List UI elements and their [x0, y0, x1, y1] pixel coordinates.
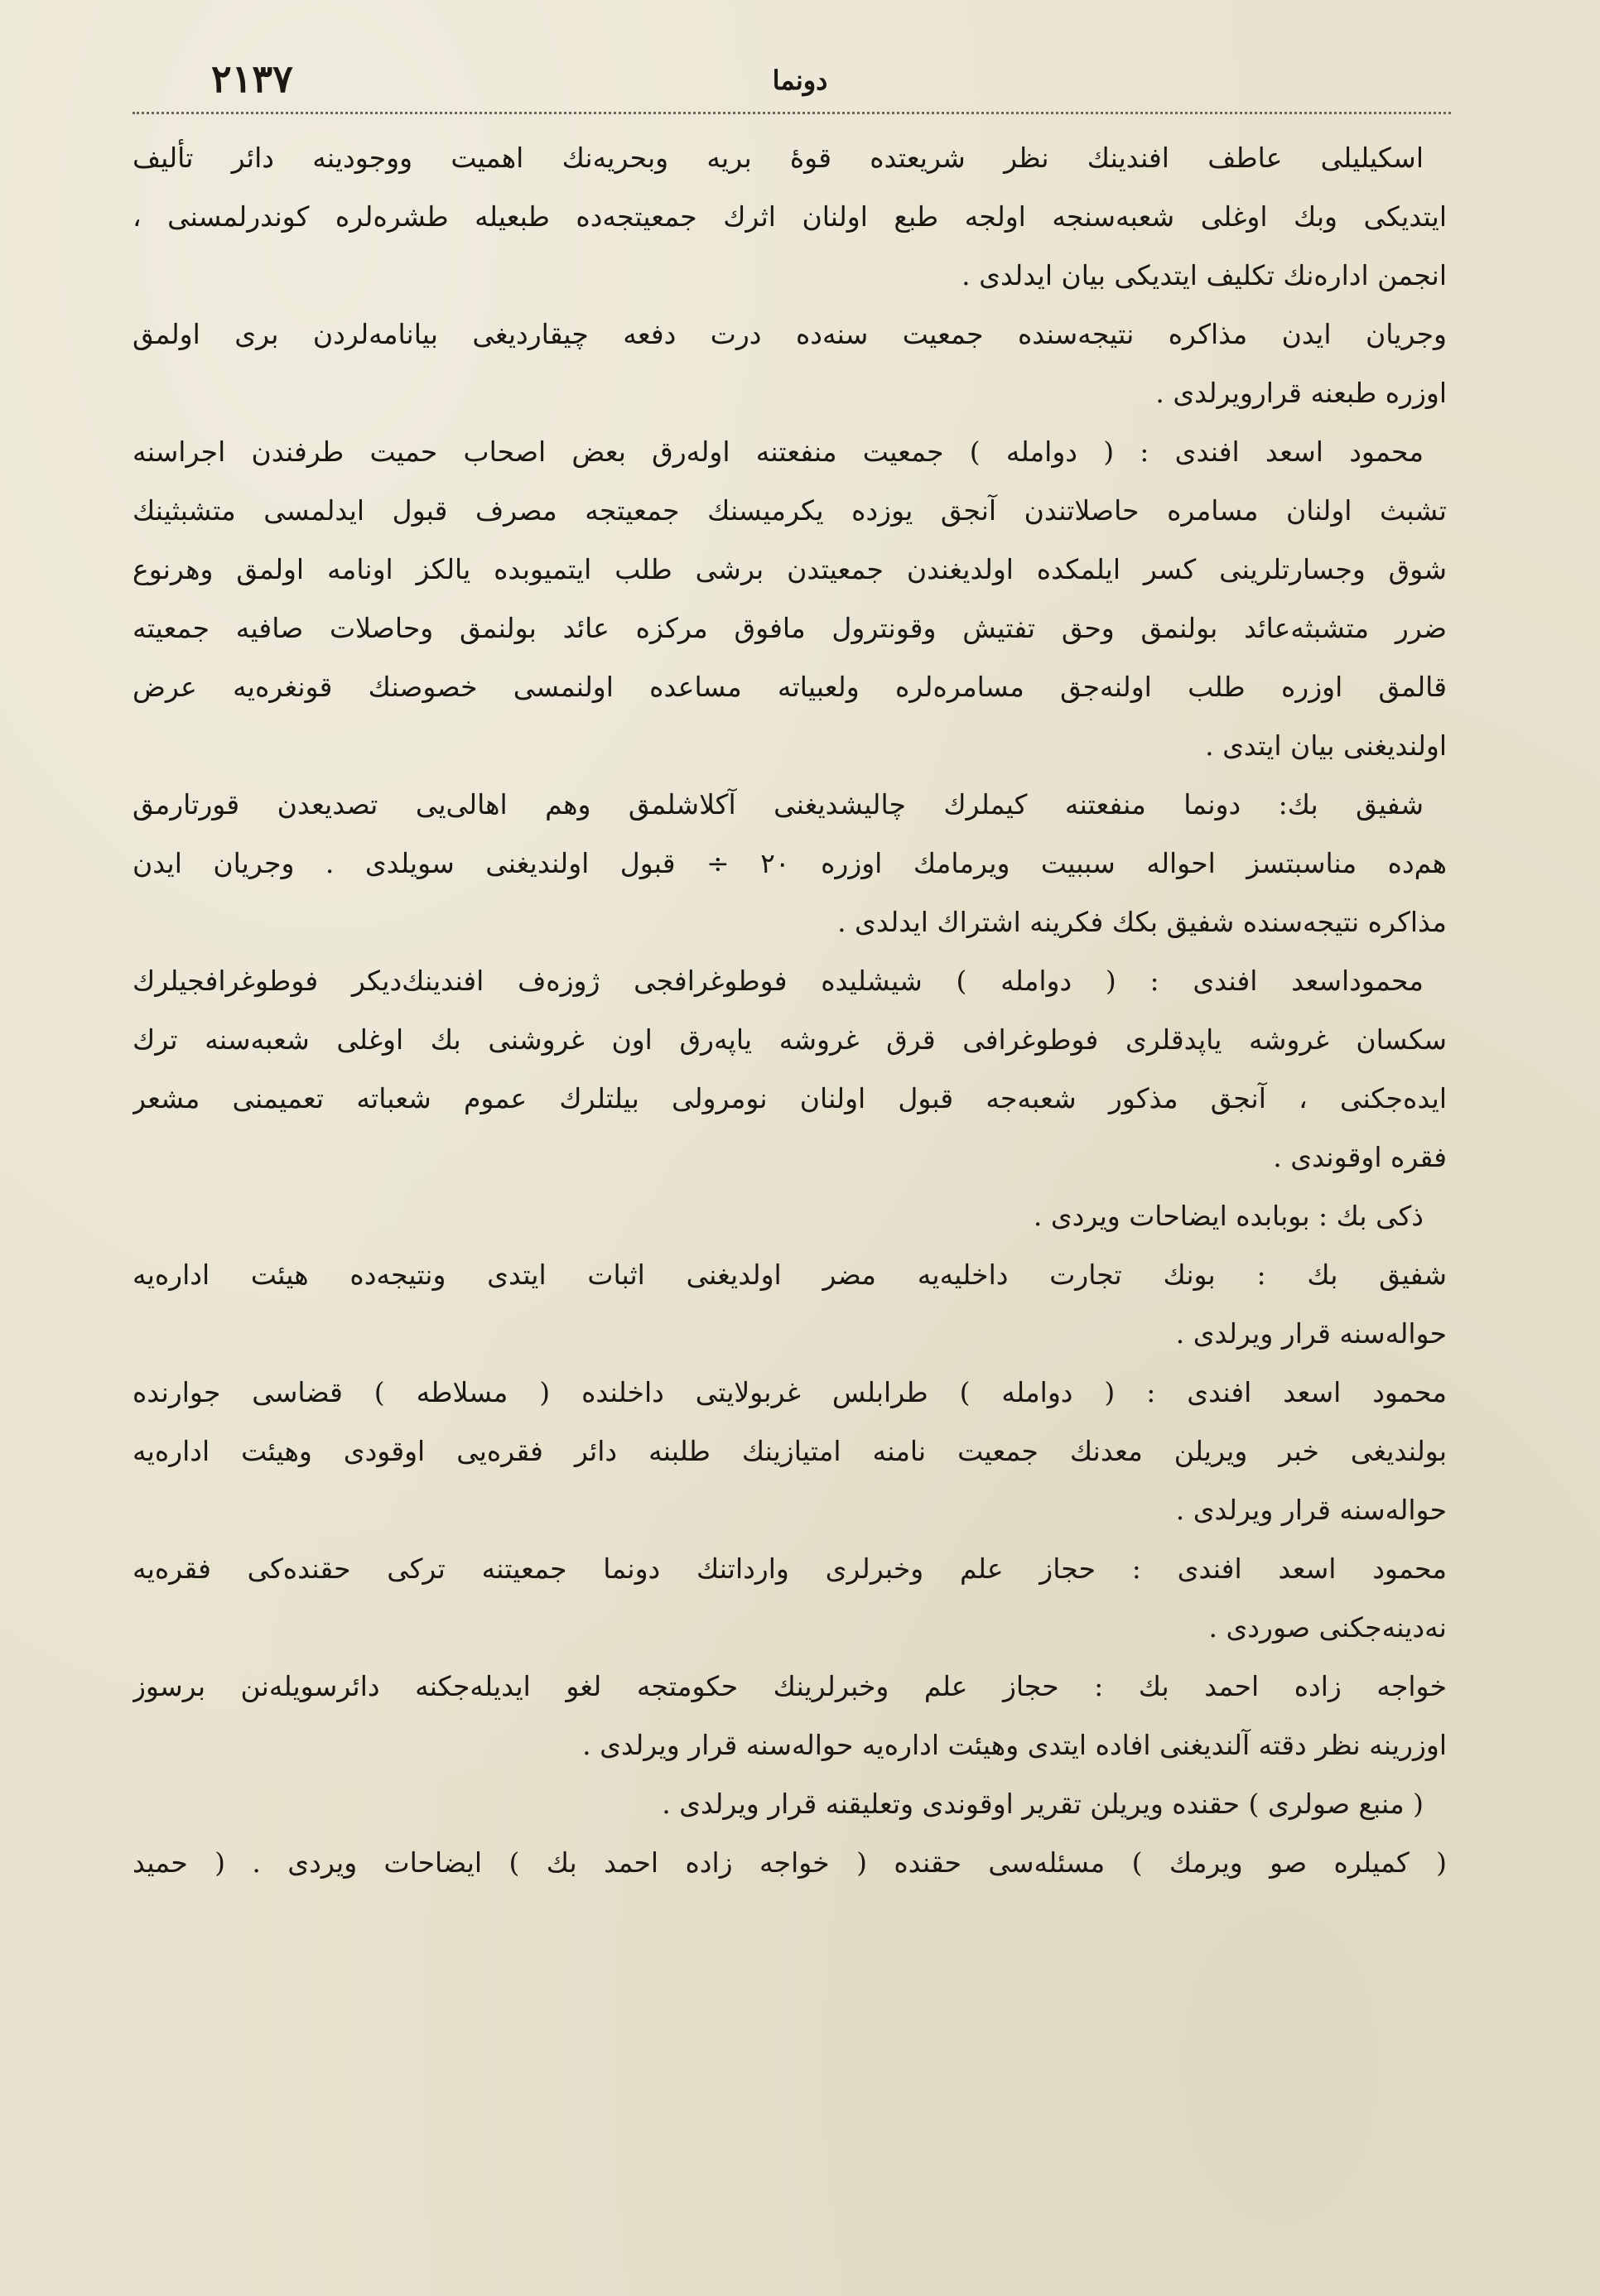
text-line: شفیق بك: دونما منفعتنه کیملرك چالیشدیغنی آکلاشلمق وهم اهالی‌یی تصدیعدن قورتارمق — [133, 788, 1424, 821]
text-line: خواجه زاده احمد بك : حجاز علم وخبرلرینك حکومتجه لغو ایدیله‌جکنه دائرسویله‌نن برسوز — [133, 1670, 1447, 1702]
text-line: حواله‌سنه قرار ویرلدی . — [1175, 1494, 1447, 1526]
header-divider — [133, 112, 1451, 114]
text-line: ذکی بك : بوبابده ایضاحات ویردی . — [1033, 1200, 1424, 1232]
text-line: انجمن اداره‌نك تکلیف ایتدیکی بیان ایدلدی . — [961, 259, 1447, 291]
text-line: ( کمیلره صو ویرمك ) مسئله‌سی حقنده ( خواجه زاده احمد بك ) ایضاحات ویردی . ( حمید — [133, 1846, 1447, 1879]
text-line: وجریان ایدن مذاکره نتیجه‌سنده جمعیت سنه‌ده درت دفعه چیقاردیغی بیانامه‌لردن بری اولمق — [133, 318, 1447, 350]
text-line: ایتدیکی وبك اوغلی شعبه‌سنجه اولجه طبع اولنان اثرك جمعیتجه‌ده طبعیله طشره‌لره کوندرلمسنی ، — [133, 200, 1447, 233]
text-line: بولندیغی خبر ویریلن معدنك جمعیت نامنه امتیازینك طلبنه دائر فقره‌یی اوقودی وهیئت اداره‌یه — [133, 1435, 1447, 1467]
text-line: فقره اوقوندی . — [1273, 1141, 1447, 1173]
page-number: ٢١٣٧ — [211, 56, 293, 101]
text-line: نه‌دینه‌جکنی صوردی . — [1208, 1611, 1447, 1644]
text-line: اوزره طبعنه قرارویرلدی . — [1155, 377, 1447, 409]
body-text — [133, 128, 1447, 1892]
text-line: شوق وجسارتلرینی کسر ایلمکده اولدیغندن جمعیتدن برشی طلب ایتمیوبده یالکز اونامه اولمق وهرنوع — [133, 553, 1447, 585]
text-line: اوزرینه نظر دقته آلندیغنی افاده ایتدی وهیئت اداره‌یه حواله‌سنه قرار ویرلدی . — [582, 1729, 1447, 1761]
text-line: سکسان غروشه یاپدقلری فوطوغرافی قرق غروشه یاپه‌رق اون غروشنی بك اوغلی شعبه‌سنه ترك — [133, 1023, 1447, 1056]
page-header — [124, 51, 1476, 109]
text-line: محمود اسعد افندی : ( دوامله ) طرابلس غربولایتی داخلنده ( مسلاطه ) قضاسی جوارنده — [133, 1376, 1447, 1408]
text-line: ایده‌جکنی ، آنجق مذکور شعبه‌جه قبول اولنان نومرولی بیلتلرك عموم شعباته تعمیمنی مشعر — [133, 1082, 1447, 1114]
text-line: مذاکره نتیجه‌سنده شفیق بکك فکرینه اشتراك ایدلدی . — [837, 906, 1447, 938]
text-line: قالمق اوزره طلب اولنه‌جق مسامره‌لره ولعبیاته مساعده اولنمسی خصوصنك قونغره‌یه عرض — [133, 671, 1447, 703]
text-line: محموداسعد افندی : ( دوامله ) شیشلیده فوطوغرافجی ژوزه‌ف افندینك‌دیکر فوطوغرافجیلرك — [133, 965, 1424, 997]
text-line: شفیق بك : بونك تجارت داخلیه‌یه مضر اولدیغنی اثبات ایتدی ونتیجه‌ده هیئت اداره‌یه — [133, 1259, 1447, 1291]
text-line: ( منبع صولری ) حقنده ویریلن تقریر اوقوندی وتعلیقنه قرار ویرلدی . — [662, 1788, 1424, 1820]
text-line: اولندیغنی بیان ایتدی . — [1205, 729, 1447, 762]
text-line: ضرر متشبثه‌عائد بولنمق وحق تفتیش وقونترول مافوق مرکزه عائد بولنمق وحاصلات صافیه جمعیته — [133, 612, 1447, 644]
running-title: دونما — [772, 65, 828, 96]
text-line: محمود اسعد افندی : ( دوامله ) جمعیت منفعتنه اوله‌رق بعض اصحاب حمیت طرفندن اجراسنه — [133, 436, 1424, 468]
text-line: حواله‌سنه قرار ویرلدی . — [1175, 1317, 1447, 1350]
text-line: محمود اسعد افندی : حجاز علم وخبرلری وارداتنك دونما جمعیتنه ترکی حقنده‌کی فقره‌یه — [133, 1552, 1447, 1585]
text-line: هم‌ده مناسبتسز احواله سببیت ویرمامك اوزره ٢٠ ÷ قبول اولندیغنی سویلدی . وجریان ایدن — [133, 847, 1447, 879]
text-line: تشبث اولنان مسامره حاصلاتندن آنجق یوزده یکرمیسنك جمعیتجه مصرف قبول ایدلمسی متشبثینك — [133, 494, 1447, 527]
text-line: اسکیلیلی عاطف افندینك نظر شریعتده قوهٔ بریه وبحریه‌نك اهمیت ووجودینه دائر تألیف — [133, 142, 1424, 174]
